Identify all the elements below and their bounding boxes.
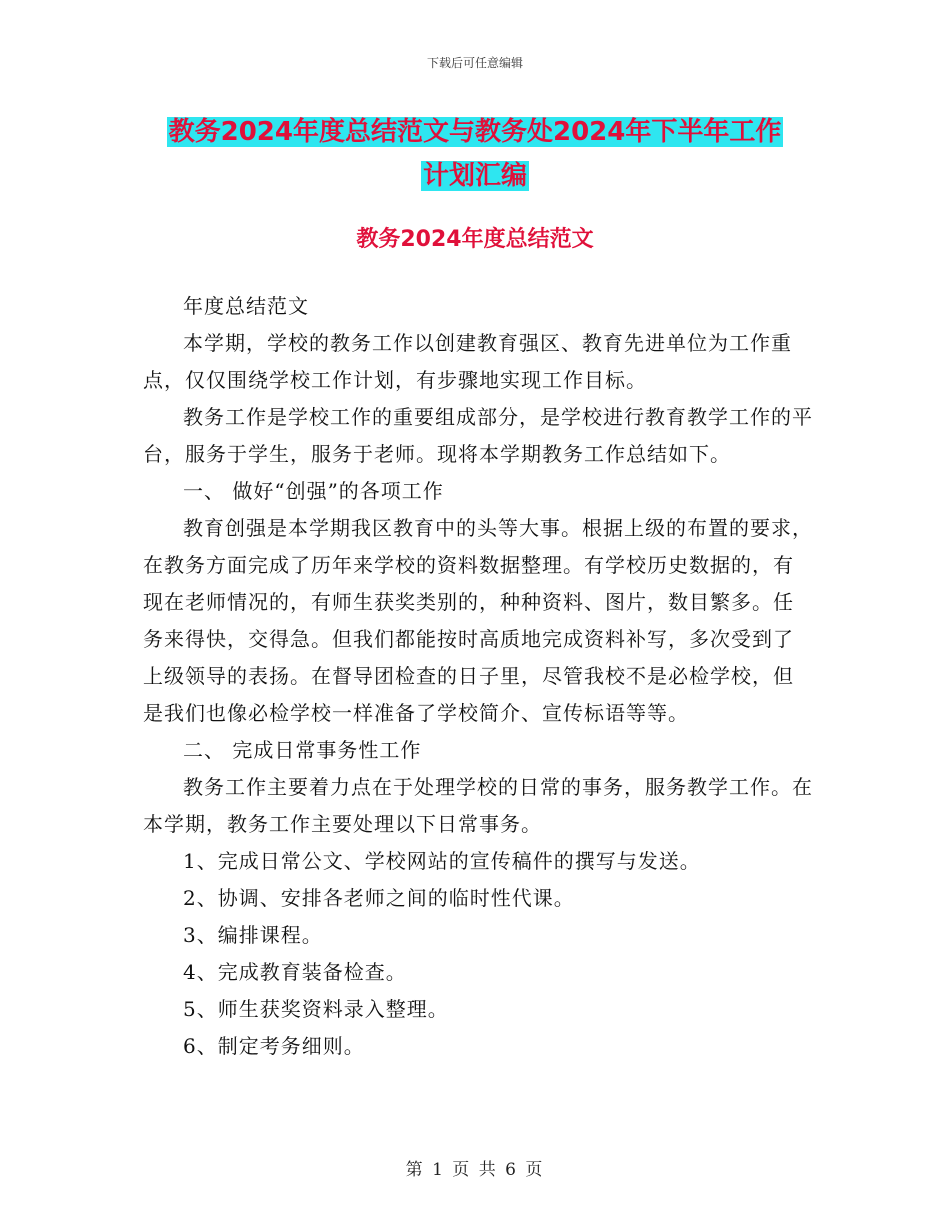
page-number: 第 1 页 共 6 页 — [405, 1160, 545, 1180]
page-header-note: 下载后可任意编辑 — [426, 56, 523, 70]
document-body — [143, 288, 813, 1065]
list-item: 4、完成教育装备检查。 — [183, 960, 407, 984]
paragraph: 教育创强是本学期我区教育中的头等大事。根据上级的布置的要求，在教务方面完成了历年来学校的资料数据整理。有学校历史数据的，有现在老师情况的，有师生获奖类别的，种种资料、图片，数目繁多。任务来得快，交得急。但我们都能按时高质地完成资料补写，多次受到了上级领导的表扬。在督导团检查的日子里，尽管我校不是必检学校，但是我们也像必检学校一样准备了学校简介、宣传标语等等。 — [143, 516, 813, 725]
paragraph: 年度总结范文 — [183, 294, 309, 318]
list-item: 1、完成日常公文、学校网站的宣传稿件的撰写与发送。 — [183, 849, 701, 873]
paragraph: 本学期，学校的教务工作以创建教育强区、教育先进单位为工作重点，仅仅围绕学校工作计划，有步骤地实现工作目标。 — [143, 331, 792, 392]
document-title-line-2: 计划汇编 — [422, 161, 527, 191]
document-title-line-1: 教务2024年度总结范文与教务处2024年下半年工作 — [168, 117, 782, 147]
section-heading: 一、 做好“创强”的各项工作 — [183, 479, 444, 503]
list-item: 5、师生获奖资料录入整理。 — [183, 997, 449, 1021]
section-title: 教务2024年度总结范文 — [356, 227, 594, 252]
section-heading: 二、 完成日常事务性工作 — [183, 738, 422, 762]
paragraph: 教务工作是学校工作的重要组成部分，是学校进行教育教学工作的平台，服务于学生，服务于老师。现将本学期教务工作总结如下。 — [143, 405, 813, 466]
document-title — [0, 110, 950, 198]
paragraph: 教务工作主要着力点在于处理学校的日常的事务，服务教学工作。在本学期，教务工作主要处理以下日常事务。 — [143, 775, 813, 836]
list-item: 6、制定考务细则。 — [183, 1034, 365, 1058]
list-item: 2、协调、安排各老师之间的临时性代课。 — [183, 886, 575, 910]
list-item: 3、编排课程。 — [183, 923, 323, 947]
